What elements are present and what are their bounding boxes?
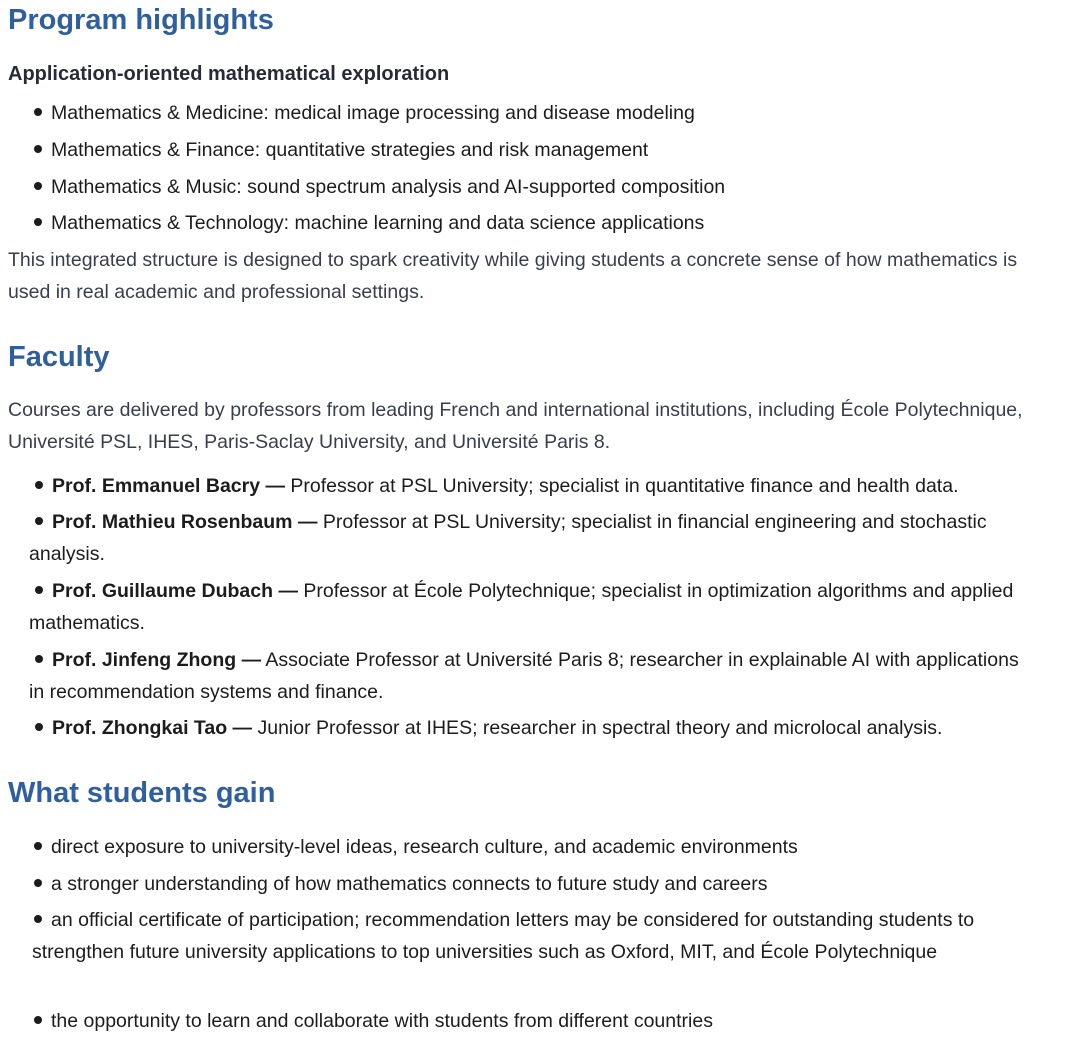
faculty-member: [29, 506, 1009, 570]
list-item: [34, 171, 725, 203]
bullet-icon: [35, 517, 43, 525]
faculty-desc: Professor at PSL University; specialist in quantitative finance and health data.: [290, 475, 959, 497]
gain-item: [32, 868, 1052, 900]
list-item: [34, 134, 648, 166]
gain-text: an official certificate of participation; recommendation letters may be considered for outstanding students to strengthen future university applications to top universities such as Oxford, MIT, and École Polytechnique: [32, 909, 975, 963]
subsection-title: Application-oriented mathematical exploration: [8, 63, 450, 85]
bullet-icon: [34, 182, 42, 190]
gain-text: a stronger understanding of how mathematics connects to future study and careers: [51, 873, 768, 895]
faculty-intro: Courses are delivered by professors from leading French and international institutions, including École Polytechnique, Université PSL, IHES, Paris-Saclay University, and Université Paris 8.: [8, 399, 1023, 453]
bullet-icon: [34, 842, 42, 850]
list-item-text: Mathematics & Finance: quantitative strategies and risk management: [51, 139, 649, 161]
faculty-member: [29, 575, 1074, 639]
faculty-desc: Professor at École Polytechnique; specialist in optimization algorithms and applied mathematics.: [29, 580, 1014, 634]
section-title-highlights: Program highlights: [8, 4, 274, 36]
gain-text: the opportunity to learn and collaborate with students from different countries: [51, 1010, 713, 1032]
list-item: [34, 207, 704, 239]
faculty-name: Prof. Mathieu Rosenbaum —: [52, 511, 318, 533]
bullet-icon: [34, 1016, 42, 1024]
list-item-text: Mathematics & Medicine: medical image processing and disease modeling: [51, 102, 695, 124]
gain-item: [32, 904, 1042, 968]
bullet-icon: [35, 655, 43, 663]
bullet-icon: [34, 879, 42, 887]
faculty-name: Prof. Emmanuel Bacry —: [52, 475, 285, 497]
faculty-name: Prof. Jinfeng Zhong —: [52, 649, 262, 671]
list-item: [34, 97, 695, 129]
gain-item: [32, 1005, 1052, 1037]
bullet-icon: [34, 218, 42, 226]
gain-text: direct exposure to university-level ideas, research culture, and academic environments: [51, 836, 798, 858]
faculty-member: [29, 470, 1079, 502]
list-item-text: Mathematics & Music: sound spectrum analysis and AI-supported composition: [51, 176, 726, 198]
gain-item: [32, 831, 1052, 863]
bullet-icon: [34, 145, 42, 153]
section-title-faculty: Faculty: [8, 341, 110, 373]
faculty-desc: Professor at PSL University; specialist in financial engineering and stochastic analysis.: [29, 511, 987, 565]
faculty-name: Prof. Zhongkai Tao —: [52, 717, 253, 739]
bullet-icon: [34, 915, 42, 923]
bullet-icon: [34, 108, 42, 116]
faculty-desc: Associate Professor at Université Paris 8; researcher in explainable AI with applications in recommendation systems and finance.: [29, 649, 1019, 703]
faculty-name: Prof. Guillaume Dubach —: [52, 580, 298, 602]
list-item-text: Mathematics & Technology: machine learning and data science applications: [51, 212, 705, 234]
faculty-desc: Junior Professor at IHES; researcher in spectral theory and microlocal analysis.: [257, 717, 943, 739]
bullet-icon: [35, 723, 43, 731]
bullet-icon: [35, 481, 43, 489]
section-title-gains: What students gain: [8, 777, 276, 809]
bullet-icon: [35, 586, 43, 594]
highlights-paragraph: This integrated structure is designed to spark creativity while giving students a concrete sense of how mathematics is used in real academic and professional settings.: [8, 249, 1018, 303]
faculty-member: [29, 712, 1079, 744]
faculty-member: [29, 644, 1029, 708]
